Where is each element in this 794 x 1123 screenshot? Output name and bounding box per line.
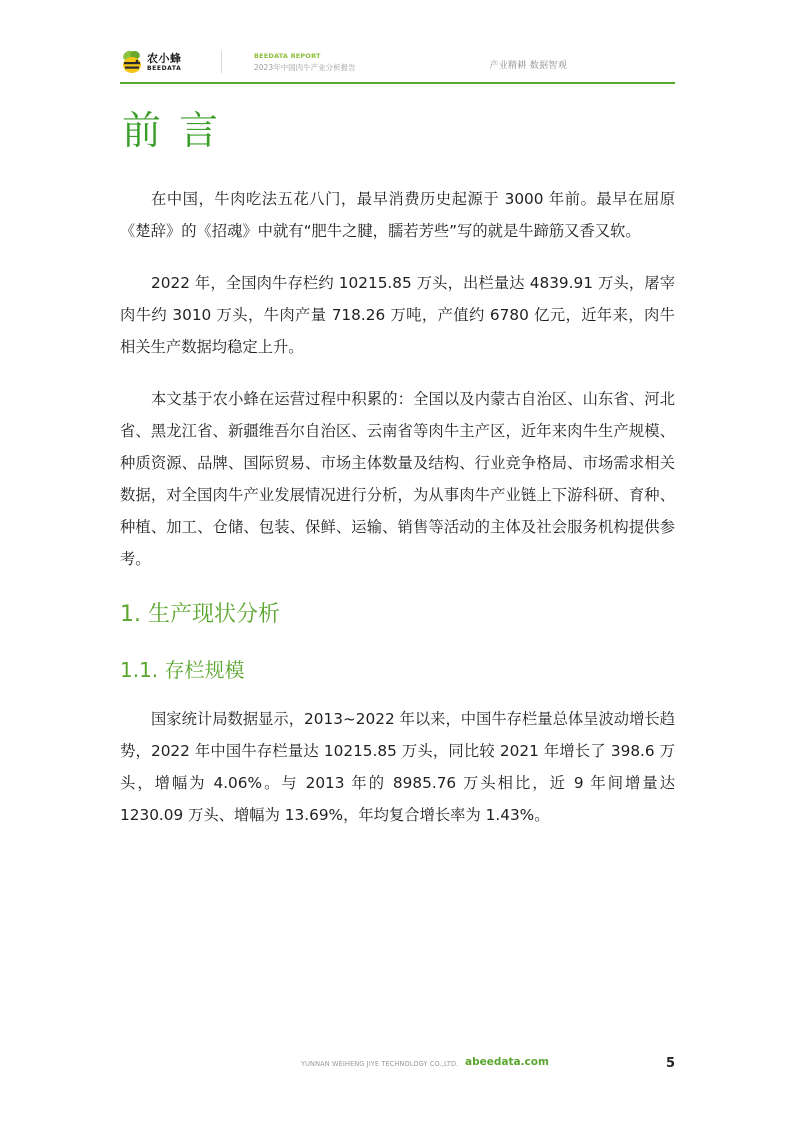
report-label-cn: 2023年中国肉牛产业分析报告: [254, 63, 356, 72]
subsection-heading: 1.1. 存栏规模: [120, 658, 245, 682]
section-heading: 1. 生产现状分析: [120, 602, 280, 627]
intro-paragraph: 在中国，牛肉吃法五花八门，最早消费历史起源于 3000 年前。最早在屈原《楚辞》的《招魂》中就有“肥牛之腱，臑若芳些”写的就是牛蹄筋又香又软。: [120, 190, 675, 240]
page-number: 5: [665, 1056, 675, 1071]
main-content: [120, 183, 675, 831]
header-rule: [120, 82, 675, 84]
report-label: [254, 52, 356, 73]
logo-name-en: BEEDATA: [147, 64, 182, 72]
logo: [120, 48, 182, 76]
intro-paragraph: 2022 年，全国肉牛存栏约 10215.85 万头，出栏量达 4839.91 万头，屠宰肉牛约 3010 万头，牛肉产量 718.26 万吨，产值约 6780 亿元，近年来，肉牛相关生产数据均稳定上升。: [120, 274, 675, 356]
body-paragraph: 国家统计局数据显示，2013~2022 年以来，中国牛存栏量总体呈波动增长趋势，2022 年中国牛存栏量达 10215.85 万头，同比较 2021 年增长了 398.6 万头，增幅为 4.06%。与 2013 年的 8985.76 万头相比，近 9 年间增量达 1230.09 万头、增幅为 13.69%，年均复合增长率为 1.43%。: [120, 710, 675, 824]
company-name: YUNNAN WEIHENG JIYE TECHNOLOGY CO.,LTD.: [301, 1060, 459, 1068]
page-header: [120, 44, 675, 82]
website-link[interactable]: abeedata.com: [465, 1056, 549, 1068]
header-slogan: 产业精耕 数据智观: [489, 61, 567, 71]
intro-paragraph: 本文基于农小蜂在运营过程中积累的：全国以及内蒙古自治区、山东省、河北省、黑龙江省、新疆维吾尔自治区、云南省等肉牛主产区，近年来肉牛生产规模、种质资源、品牌、国际贸易、市场主体数量及结构、行业竞争格局、市场需求相关数据，对全国肉牛产业发展情况进行分析，为从事肉牛产业链上下游科研、育种、种植、加工、仓储、包装、保鲜、运输、销售等活动的主体及社会服务机构提供参考。: [120, 390, 675, 568]
bee-logo-icon: [120, 49, 144, 75]
page-title: 前言: [122, 109, 237, 154]
report-label-en: BEEDATA REPORT: [254, 52, 321, 60]
page-footer: [120, 1055, 675, 1075]
header-divider: [221, 51, 222, 73]
logo-name-cn: 农小蜂: [147, 51, 182, 65]
